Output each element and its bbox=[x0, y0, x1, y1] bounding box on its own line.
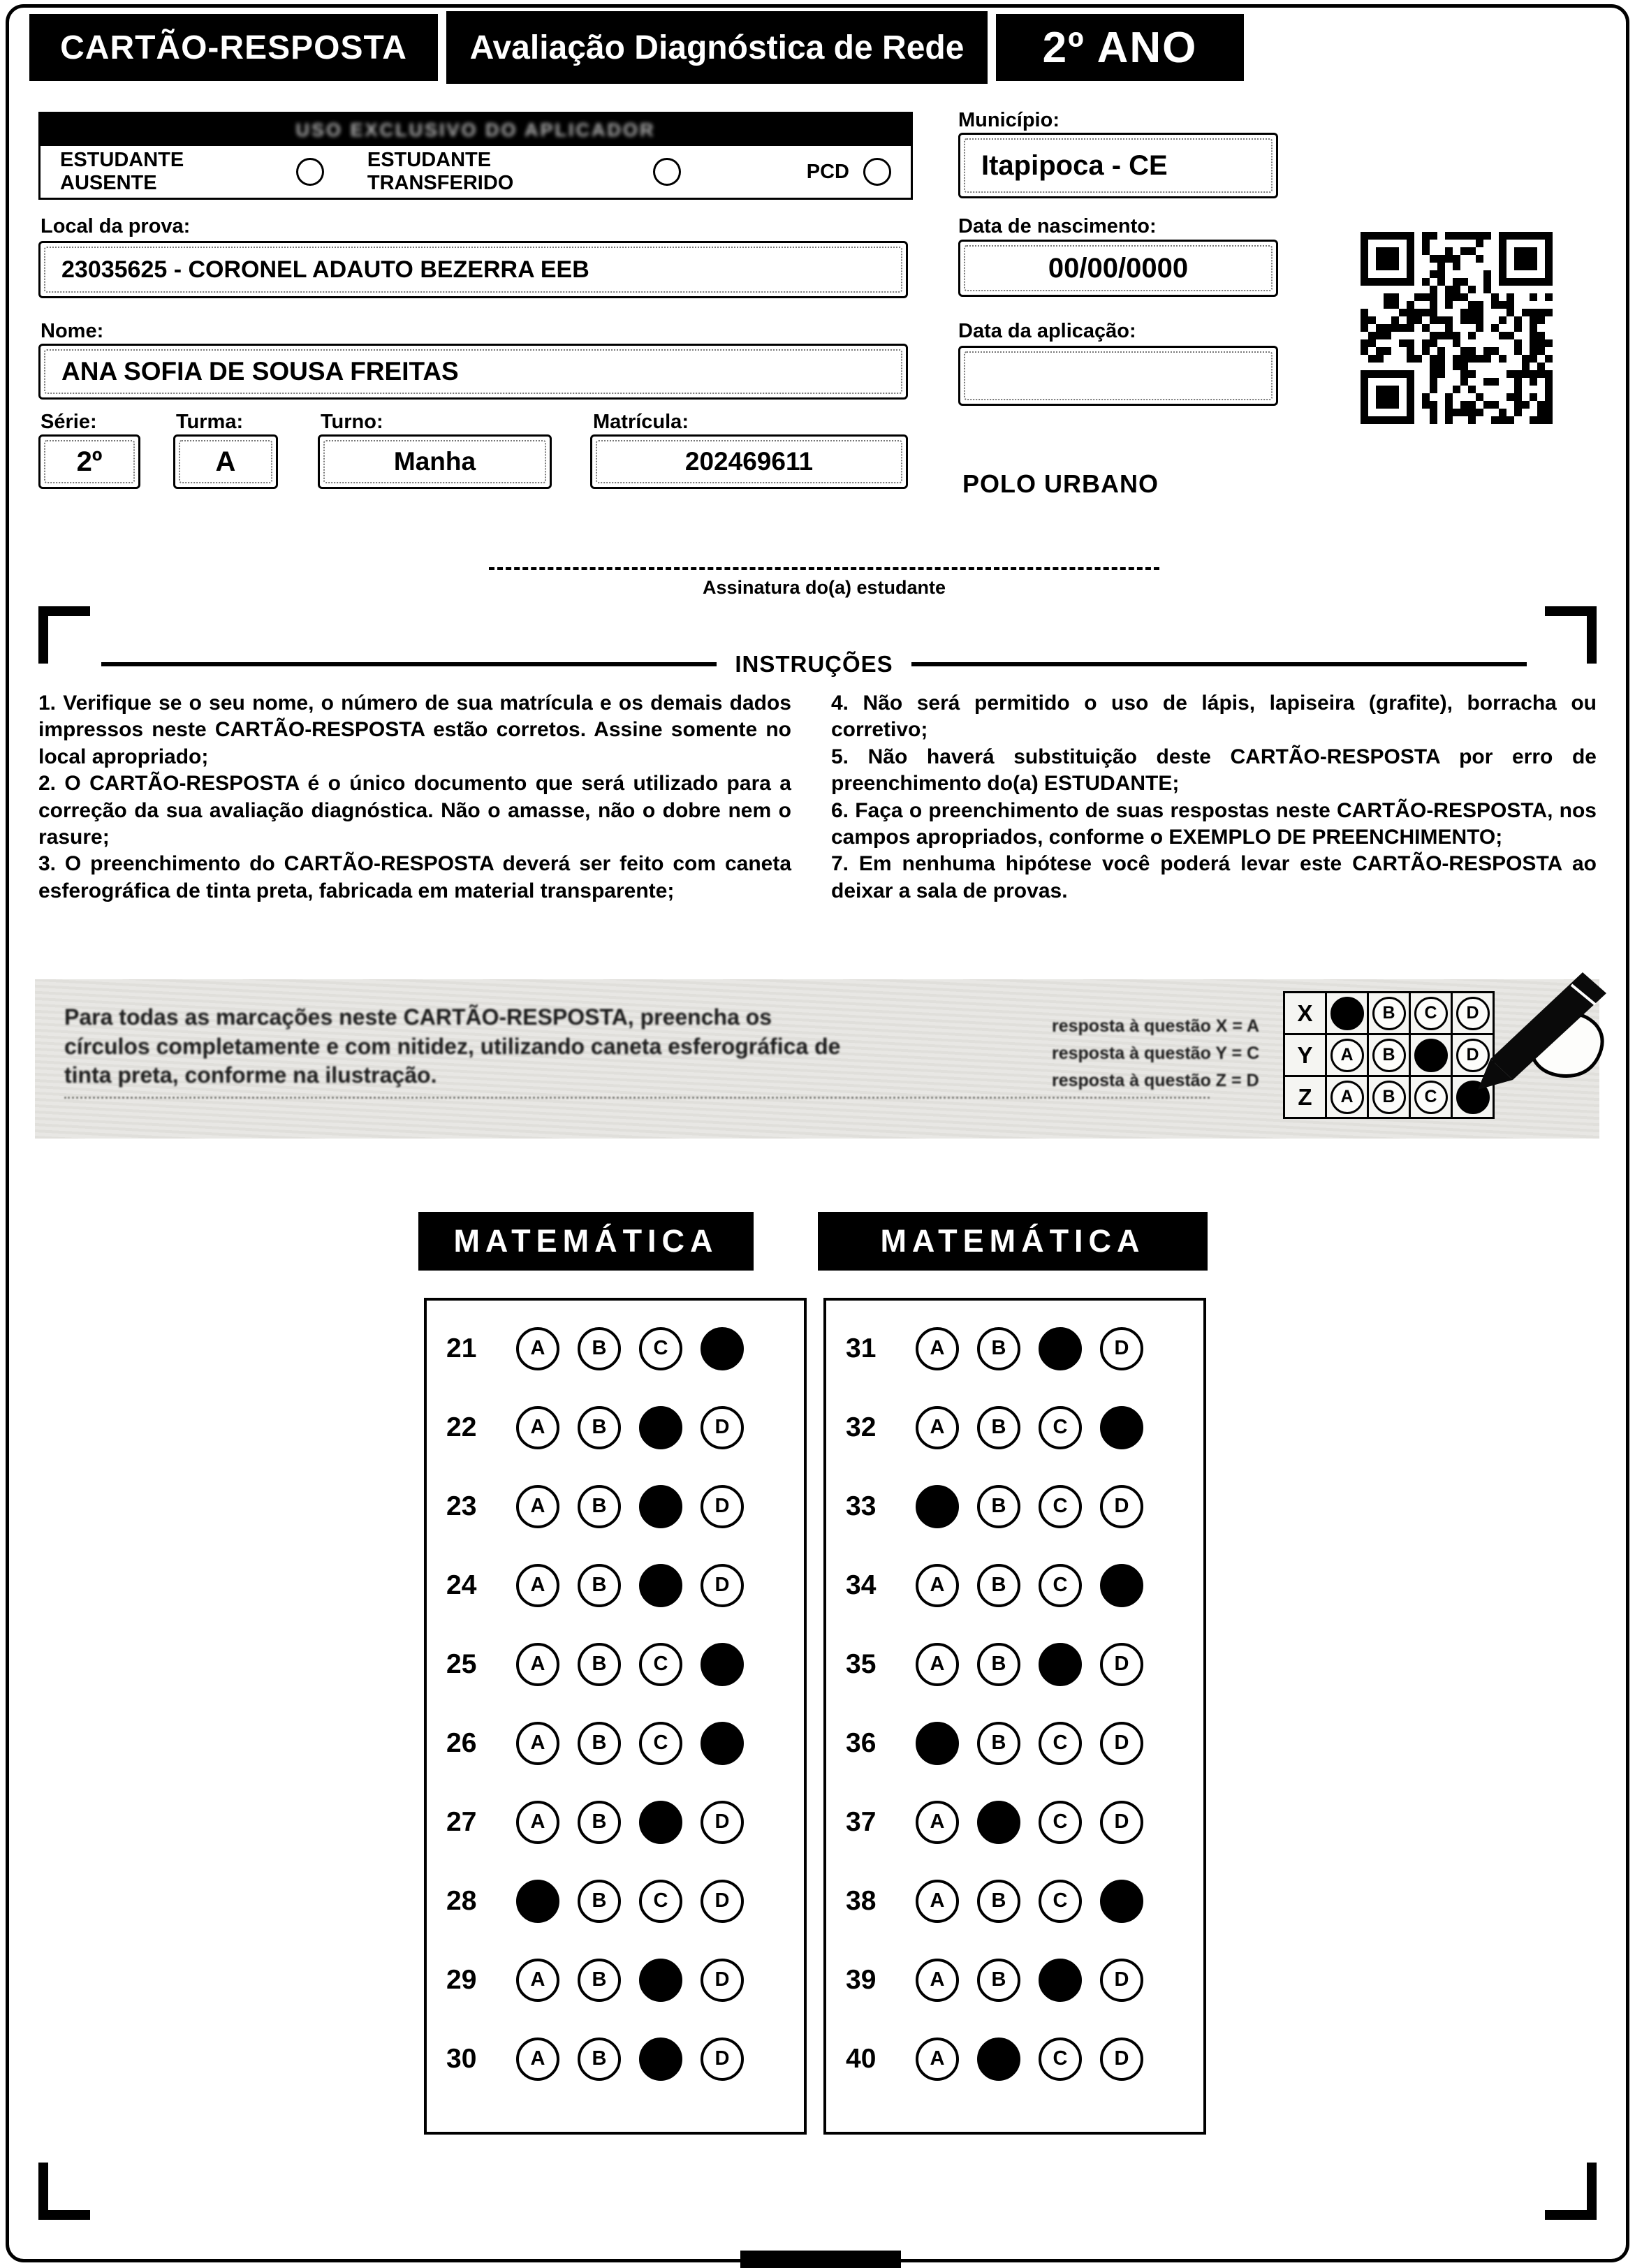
answer-bubble-21-c[interactable]: C bbox=[639, 1327, 682, 1370]
answer-bubble-36-a[interactable] bbox=[916, 1722, 959, 1765]
turma-field bbox=[173, 434, 278, 489]
answer-row bbox=[826, 1388, 1203, 1467]
answer-bubble-31-a[interactable]: A bbox=[916, 1327, 959, 1370]
example-bubble-z-a[interactable]: A bbox=[1330, 1081, 1364, 1114]
answer-row bbox=[826, 1467, 1203, 1546]
example-row-label: Y bbox=[1283, 1033, 1327, 1077]
answer-bubble-40-d[interactable]: D bbox=[1100, 2037, 1143, 2081]
answer-bubble-36-b[interactable]: B bbox=[977, 1722, 1020, 1765]
checkbox-pcd[interactable] bbox=[807, 158, 891, 186]
turma-label: Turma: bbox=[176, 411, 244, 433]
answer-row bbox=[427, 2019, 804, 2098]
example-bubble-x-a[interactable] bbox=[1330, 997, 1364, 1030]
answer-bubble-21-d[interactable] bbox=[701, 1327, 744, 1370]
matricula-label: Matrícula: bbox=[593, 411, 689, 433]
answer-bubble-21-a[interactable]: A bbox=[516, 1327, 559, 1370]
question-number: 28 bbox=[446, 1885, 477, 1916]
question-number: 34 bbox=[846, 1570, 877, 1600]
answer-bubble-37-c[interactable]: C bbox=[1039, 1801, 1082, 1844]
question-number: 36 bbox=[846, 1727, 877, 1758]
answer-row bbox=[427, 1704, 804, 1783]
answer-bubble-32-c[interactable]: C bbox=[1039, 1406, 1082, 1449]
answer-bubble-27-d[interactable]: D bbox=[701, 1801, 744, 1844]
answer-bubble-29-a[interactable]: A bbox=[516, 1959, 559, 2002]
answer-bubble-26-b[interactable]: B bbox=[578, 1722, 621, 1765]
turno-field bbox=[318, 434, 552, 489]
answer-bubble-27-a[interactable]: A bbox=[516, 1801, 559, 1844]
answer-bubble-25-c[interactable]: C bbox=[639, 1643, 682, 1686]
answer-bubble-33-a[interactable] bbox=[916, 1485, 959, 1528]
answer-bubble-34-d[interactable] bbox=[1100, 1564, 1143, 1607]
answer-bubble-29-b[interactable]: B bbox=[578, 1959, 621, 2002]
answer-bubble-35-b[interactable]: B bbox=[977, 1643, 1020, 1686]
instruction-text: 7. Em nenhuma hipótese você poderá levar este CARTÃO-RESPOSTA ao deixar a sala de provas. bbox=[831, 852, 1597, 902]
registration-mark-top-right bbox=[1545, 606, 1597, 664]
answer-bubble-22-a[interactable]: A bbox=[516, 1406, 559, 1449]
answer-bubble-28-d[interactable]: D bbox=[701, 1880, 744, 1923]
example-row-label: Z bbox=[1283, 1075, 1327, 1119]
nome-field bbox=[38, 344, 908, 400]
nascimento-field bbox=[958, 240, 1278, 297]
answer-bubble-31-d[interactable]: D bbox=[1100, 1327, 1143, 1370]
nome-label: Nome: bbox=[41, 320, 104, 342]
question-number: 24 bbox=[446, 1570, 477, 1600]
instruction-text: 5. Não haverá substituição deste CARTÃO-RESPOSTA por erro de preenchimento do(a) ESTUDANTE; bbox=[831, 745, 1597, 796]
answer-bubble-35-a[interactable]: A bbox=[916, 1643, 959, 1686]
answer-bubble-22-b[interactable]: B bbox=[578, 1406, 621, 1449]
answer-row bbox=[427, 1309, 804, 1388]
example-bubble-y-a[interactable]: A bbox=[1330, 1039, 1364, 1072]
nascimento-label: Data de nascimento: bbox=[958, 215, 1157, 237]
example-cell bbox=[1367, 991, 1411, 1035]
applicator-bar bbox=[41, 114, 911, 146]
example-bubble-z-c[interactable]: C bbox=[1414, 1081, 1448, 1114]
example-bubble-y-b[interactable]: B bbox=[1372, 1039, 1406, 1072]
example-bubble-y-d[interactable]: D bbox=[1456, 1039, 1490, 1072]
answer-bubble-30-c[interactable] bbox=[639, 2037, 682, 2081]
instruction-text: 4. Não será permitido o uso de lápis, lapiseira (grafite), borracha ou corretivo; bbox=[831, 692, 1597, 742]
section-header-matematica-1: MATEMÁTICA bbox=[418, 1212, 754, 1271]
assessment-title: Avaliação Diagnóstica de Rede bbox=[446, 11, 988, 84]
answer-row bbox=[427, 1861, 804, 1940]
answer-bubble-25-b[interactable]: B bbox=[578, 1643, 621, 1686]
answer-bubble-30-b[interactable]: B bbox=[578, 2037, 621, 2081]
checkbox-estudante-ausente[interactable] bbox=[60, 149, 324, 195]
divider-line bbox=[911, 662, 1527, 666]
answer-row bbox=[826, 1861, 1203, 1940]
applicator-bar-label: USO EXCLUSIVO DO APLICADOR bbox=[295, 119, 656, 140]
answer-bubble-30-a[interactable]: A bbox=[516, 2037, 559, 2081]
question-number: 21 bbox=[446, 1333, 477, 1363]
turno-value: Manha bbox=[393, 447, 476, 476]
fill-example-text: Para todas as marcações neste CARTÃO-RESPOSTA, preencha os círculos completamente e com nitidez, utilizando caneta esferográfica de tinta preta, conforme na ilustração. bbox=[64, 1004, 841, 1088]
example-cell bbox=[1367, 1075, 1411, 1119]
checkbox-label: ESTUDANTE TRANSFERIDO bbox=[367, 149, 514, 194]
answer-bubble-28-b[interactable]: B bbox=[578, 1880, 621, 1923]
example-cell bbox=[1325, 1033, 1369, 1077]
question-number: 25 bbox=[446, 1648, 477, 1679]
answer-bubble-39-d[interactable]: D bbox=[1100, 1959, 1143, 2002]
signature-label: Assinatura do(a) estudante bbox=[702, 577, 946, 598]
applicator-section bbox=[38, 112, 913, 200]
answer-bubble-31-b[interactable]: B bbox=[977, 1327, 1020, 1370]
question-number: 26 bbox=[446, 1727, 477, 1758]
checkbox-label: PCD bbox=[806, 160, 849, 183]
hand-with-pen-icon bbox=[1440, 970, 1611, 1106]
question-number: 29 bbox=[446, 1964, 477, 1995]
answer-bubble-26-c[interactable]: C bbox=[639, 1722, 682, 1765]
answer-bubble-28-c[interactable]: C bbox=[639, 1880, 682, 1923]
answer-row bbox=[826, 1546, 1203, 1625]
answer-bubble-38-c[interactable]: C bbox=[1039, 1880, 1082, 1923]
instruction-text: 1. Verifique se o seu nome, o número de sua matrícula e os demais dados impressos neste CARTÃO-RESPOSTA estão corretos. Assine somente no local apropriado; bbox=[38, 692, 791, 768]
answer-bubble-26-d[interactable] bbox=[701, 1722, 744, 1765]
question-number: 40 bbox=[846, 2043, 877, 2074]
example-cell bbox=[1325, 1075, 1369, 1119]
answer-bubble-39-c[interactable] bbox=[1039, 1959, 1082, 2002]
answer-bubble-33-c[interactable]: C bbox=[1039, 1485, 1082, 1528]
fill-example-legend bbox=[1052, 1013, 1261, 1094]
question-number: 23 bbox=[446, 1491, 477, 1521]
checkbox-circle-pcd[interactable] bbox=[863, 158, 891, 186]
answer-row bbox=[826, 1704, 1203, 1783]
registration-mark-bottom-right bbox=[1545, 2163, 1597, 2220]
serie-label: Série: bbox=[41, 411, 97, 433]
divider-line bbox=[101, 662, 717, 666]
answer-bubble-39-b[interactable]: B bbox=[977, 1959, 1020, 2002]
question-number: 22 bbox=[446, 1412, 477, 1442]
instruction-text: 3. O preenchimento do CARTÃO-RESPOSTA deverá ser feito com caneta esferográfica de tinta preta, fabricada em material transparente; bbox=[38, 852, 791, 902]
answer-grid-31-40 bbox=[823, 1298, 1206, 2135]
answer-row bbox=[427, 1940, 804, 2019]
answer-bubble-32-b[interactable]: B bbox=[977, 1406, 1020, 1449]
answer-bubble-29-d[interactable]: D bbox=[701, 1959, 744, 2002]
answer-row bbox=[427, 1546, 804, 1625]
answer-bubble-23-d[interactable]: D bbox=[701, 1485, 744, 1528]
header bbox=[29, 11, 1244, 84]
answer-bubble-27-b[interactable]: B bbox=[578, 1801, 621, 1844]
answer-row bbox=[826, 1625, 1203, 1704]
municipio-value: Itapipoca - CE bbox=[981, 149, 1168, 181]
municipio-label: Município: bbox=[958, 109, 1060, 131]
answer-grid-21-30 bbox=[424, 1298, 807, 2135]
answer-row bbox=[427, 1625, 804, 1704]
instructions-left-column bbox=[38, 690, 791, 905]
instruction-text: 2. O CARTÃO-RESPOSTA é o único documento que será utilizado para a correção da sua avaliação diagnóstica. Não o amasse, não o dobre nem o rasure; bbox=[38, 772, 791, 849]
answer-bubble-29-c[interactable] bbox=[639, 1959, 682, 2002]
answer-bubble-38-d[interactable] bbox=[1100, 1880, 1143, 1923]
answer-bubble-38-a[interactable]: A bbox=[916, 1880, 959, 1923]
signature-line[interactable] bbox=[489, 567, 1159, 570]
answer-bubble-23-b[interactable]: B bbox=[578, 1485, 621, 1528]
answer-bubble-23-a[interactable]: A bbox=[516, 1485, 559, 1528]
question-number: 27 bbox=[446, 1806, 477, 1837]
answer-row bbox=[427, 1388, 804, 1467]
instructions-title: INSTRUÇÕES bbox=[735, 651, 893, 677]
question-number: 33 bbox=[846, 1491, 877, 1521]
aplicacao-field bbox=[958, 346, 1278, 406]
question-number: 38 bbox=[846, 1885, 877, 1916]
answer-bubble-31-c[interactable] bbox=[1039, 1327, 1082, 1370]
dotted-line bbox=[64, 1097, 1210, 1099]
answer-bubble-26-a[interactable]: A bbox=[516, 1722, 559, 1765]
answer-bubble-33-d[interactable]: D bbox=[1100, 1485, 1143, 1528]
answer-bubble-25-d[interactable] bbox=[701, 1643, 744, 1686]
answer-bubble-30-d[interactable]: D bbox=[701, 2037, 744, 2081]
matricula-field bbox=[590, 434, 908, 489]
local-field bbox=[38, 241, 908, 298]
serie-field bbox=[38, 434, 140, 489]
answer-bubble-40-b[interactable] bbox=[977, 2037, 1020, 2081]
answer-row bbox=[427, 1467, 804, 1546]
answer-bubble-24-c[interactable] bbox=[639, 1564, 682, 1607]
turno-label: Turno: bbox=[321, 411, 383, 433]
answer-bubble-34-a[interactable]: A bbox=[916, 1564, 959, 1607]
answer-bubble-36-c[interactable]: C bbox=[1039, 1722, 1082, 1765]
polo-label: POLO URBANO bbox=[962, 469, 1159, 498]
grade-badge: 2º ANO bbox=[996, 14, 1244, 81]
answer-bubble-24-d[interactable]: D bbox=[701, 1564, 744, 1607]
answer-bubble-40-a[interactable]: A bbox=[916, 2037, 959, 2081]
answer-bubble-37-a[interactable]: A bbox=[916, 1801, 959, 1844]
municipio-field bbox=[958, 133, 1278, 198]
checkbox-label: ESTUDANTE AUSENTE bbox=[60, 149, 184, 194]
instructions-header bbox=[101, 651, 1527, 678]
question-number: 30 bbox=[446, 2043, 477, 2074]
matricula-value: 202469611 bbox=[684, 447, 814, 476]
question-number: 31 bbox=[846, 1333, 877, 1363]
example-bubble-z-b[interactable]: B bbox=[1372, 1081, 1406, 1114]
checkbox-circle-ausente[interactable] bbox=[296, 158, 324, 186]
example-bubble-x-b[interactable]: B bbox=[1372, 997, 1406, 1030]
answer-bubble-28-a[interactable] bbox=[516, 1880, 559, 1923]
answer-bubble-35-c[interactable] bbox=[1039, 1643, 1082, 1686]
registration-mark-top-left bbox=[38, 606, 90, 664]
instruction-text: 6. Faça o preenchimento de suas respostas neste CARTÃO-RESPOSTA, nos campos apropriados, conforme o EXEMPLO DE PREENCHIMENTO; bbox=[831, 798, 1597, 849]
answer-bubble-24-a[interactable]: A bbox=[516, 1564, 559, 1607]
answer-bubble-32-d[interactable] bbox=[1100, 1406, 1143, 1449]
checkbox-estudante-transferido[interactable] bbox=[367, 149, 681, 195]
fill-example-strip bbox=[35, 979, 1599, 1139]
answer-bubble-37-d[interactable]: D bbox=[1100, 1801, 1143, 1844]
aplicacao-label: Data da aplicação: bbox=[958, 320, 1136, 342]
answer-bubble-27-c[interactable] bbox=[639, 1801, 682, 1844]
answer-bubble-34-c[interactable]: C bbox=[1039, 1564, 1082, 1607]
example-cell bbox=[1367, 1033, 1411, 1077]
answer-row bbox=[826, 1783, 1203, 1861]
example-legend-text: resposta à questão Z = D bbox=[1052, 1070, 1259, 1090]
answer-row bbox=[826, 1309, 1203, 1388]
answer-bubble-37-b[interactable] bbox=[977, 1801, 1020, 1844]
example-row-label: X bbox=[1283, 991, 1327, 1035]
instructions-right-column bbox=[831, 690, 1597, 905]
registration-mark-bottom-left bbox=[38, 2163, 90, 2220]
bottom-registration-mark bbox=[740, 2251, 901, 2268]
question-number: 37 bbox=[846, 1806, 877, 1837]
nascimento-value: 00/00/0000 bbox=[1048, 252, 1189, 284]
question-number: 32 bbox=[846, 1412, 877, 1442]
answer-bubble-36-d[interactable]: D bbox=[1100, 1722, 1143, 1765]
answer-bubble-40-c[interactable]: C bbox=[1039, 2037, 1082, 2081]
answer-bubble-35-d[interactable]: D bbox=[1100, 1643, 1143, 1686]
answer-row bbox=[826, 2019, 1203, 2098]
example-bubble-x-c[interactable]: C bbox=[1414, 997, 1448, 1030]
example-legend-text: resposta à questão Y = C bbox=[1052, 1043, 1260, 1063]
answer-bubble-25-a[interactable]: A bbox=[516, 1643, 559, 1686]
answer-bubble-22-c[interactable] bbox=[639, 1406, 682, 1449]
answer-bubble-21-b[interactable]: B bbox=[578, 1327, 621, 1370]
status-checkbox-row bbox=[41, 146, 911, 198]
checkbox-circle-transferido[interactable] bbox=[653, 158, 681, 186]
serie-value: 2º bbox=[76, 446, 103, 477]
question-number: 39 bbox=[846, 1964, 877, 1995]
question-number: 35 bbox=[846, 1648, 877, 1679]
answer-row bbox=[427, 1783, 804, 1861]
local-label: Local da prova: bbox=[41, 215, 191, 237]
answer-bubble-24-b[interactable]: B bbox=[578, 1564, 621, 1607]
answer-bubble-32-a[interactable]: A bbox=[916, 1406, 959, 1449]
qr-code bbox=[1361, 232, 1554, 425]
answer-bubble-33-b[interactable]: B bbox=[977, 1485, 1020, 1528]
card-title: CARTÃO-RESPOSTA bbox=[29, 14, 438, 81]
turma-value: A bbox=[215, 446, 236, 477]
example-cell bbox=[1325, 991, 1369, 1035]
local-value: 23035625 - CORONEL ADAUTO BEZERRA EEB bbox=[61, 256, 589, 283]
section-header-matematica-2: MATEMÁTICA bbox=[818, 1212, 1208, 1271]
answer-bubble-38-b[interactable]: B bbox=[977, 1880, 1020, 1923]
example-legend-text: resposta à questão X = A bbox=[1052, 1016, 1260, 1036]
example-bubble-x-d[interactable]: D bbox=[1456, 997, 1490, 1030]
answer-row bbox=[826, 1940, 1203, 2019]
answer-bubble-39-a[interactable]: A bbox=[916, 1959, 959, 2002]
answer-bubble-34-b[interactable]: B bbox=[977, 1564, 1020, 1607]
answer-bubble-22-d[interactable]: D bbox=[701, 1406, 744, 1449]
answer-bubble-23-c[interactable] bbox=[639, 1485, 682, 1528]
nome-value: ANA SOFIA DE SOUSA FREITAS bbox=[61, 357, 459, 386]
